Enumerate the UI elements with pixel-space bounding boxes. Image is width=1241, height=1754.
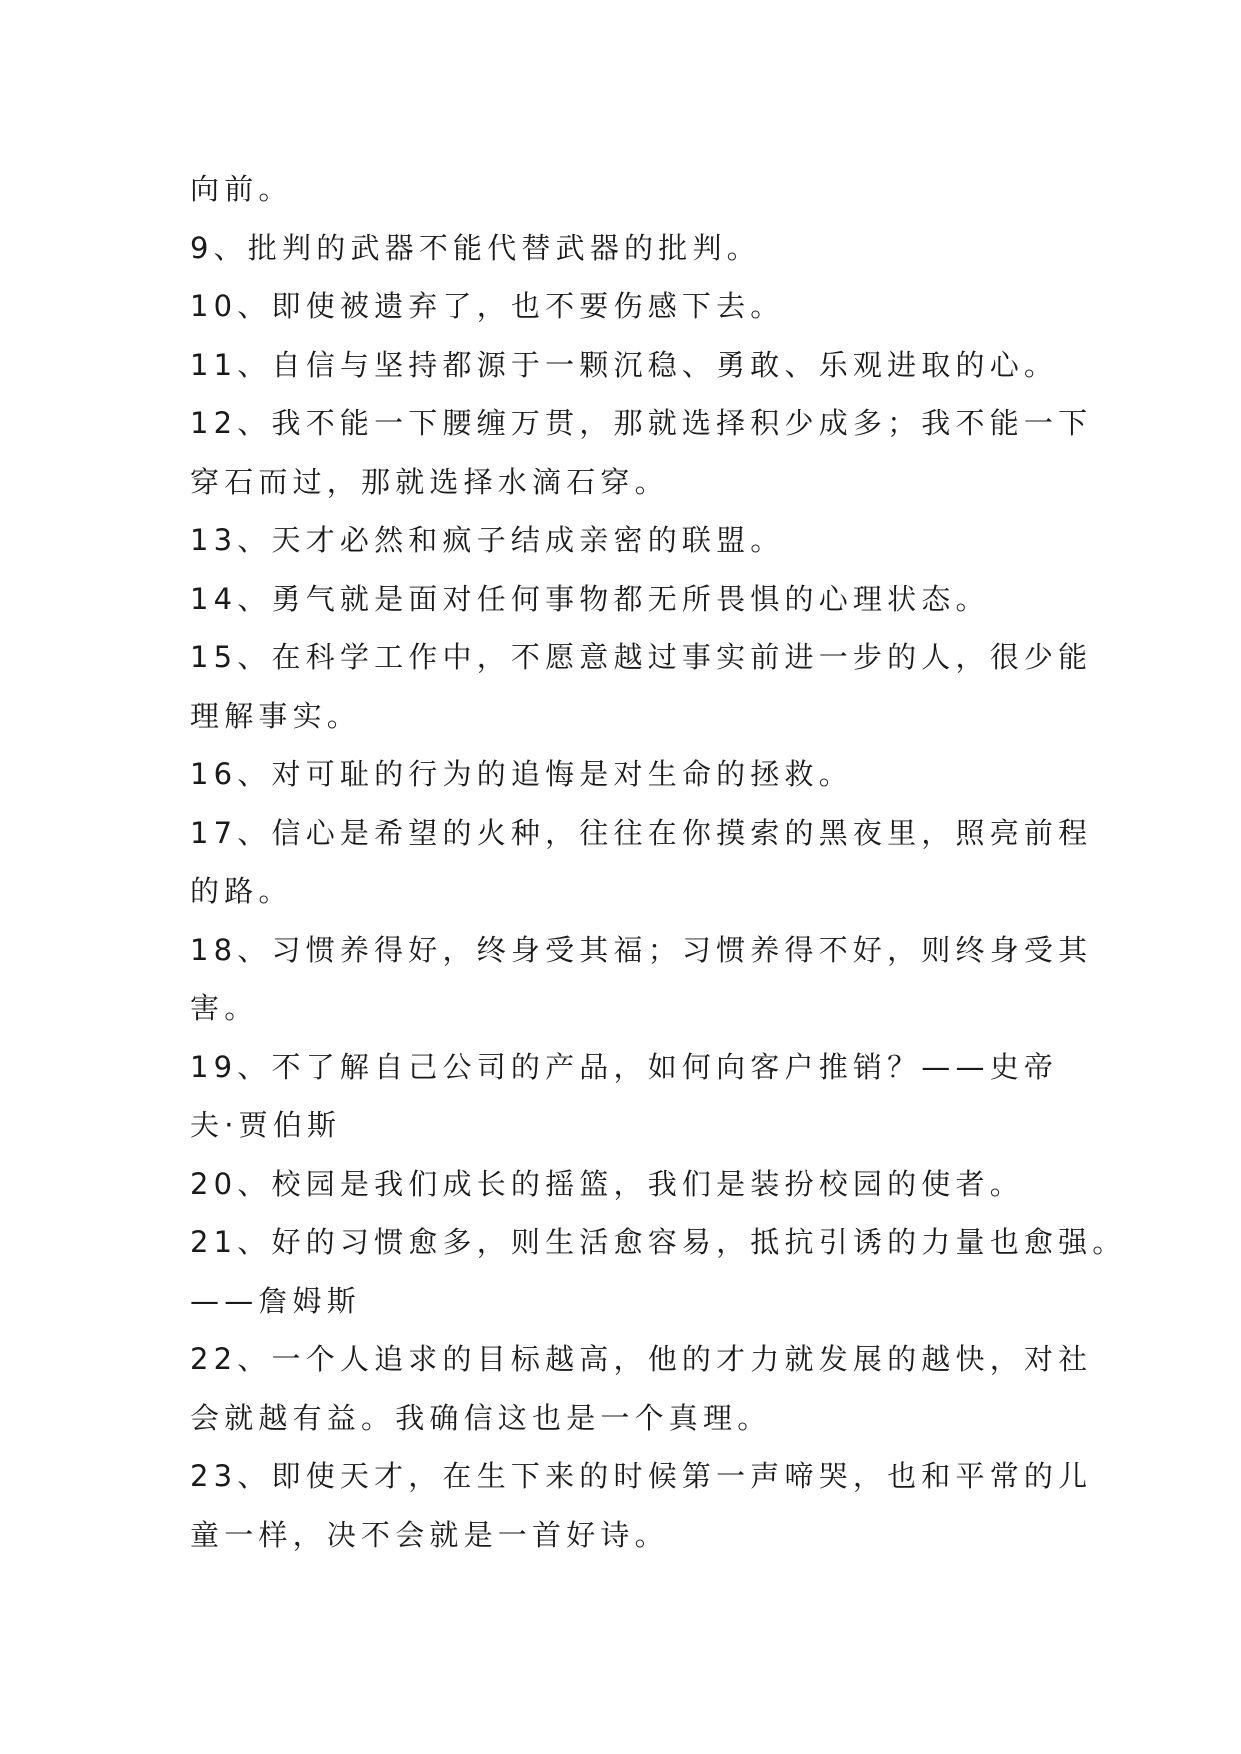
quote-item: 17、信心是希望的火种，往往在你摸索的黑夜里，照亮前程: [190, 815, 1093, 850]
text-line: 的路。: [190, 874, 293, 908]
text-line: 向前。: [190, 172, 293, 206]
text-line: 童一样，决不会就是一首好诗。: [190, 1517, 669, 1552]
quote-item: 9、批判的武器不能代替武器的批判。: [190, 230, 761, 265]
text-line: 夫·贾伯斯: [190, 1108, 342, 1142]
quote-item: 20、校园是我们成长的摇篮，我们是装扮校园的使者。: [190, 1166, 1024, 1201]
quote-item: 23、即使天才，在生下来的时候第一声啼哭，也和平常的儿: [190, 1459, 1093, 1493]
quote-item: 12、我不能一下腰缠万贯，那就选择积少成多；我不能一下: [190, 406, 1093, 440]
text-line: 穿石而过，那就选择水滴石穿。: [190, 464, 669, 499]
quote-list: [190, 160, 1127, 1564]
quote-item: 22、一个人追求的目标越高，他的才力就发展的越快，对社: [190, 1342, 1093, 1376]
quote-item: 13、天才必然和疯子结成亲密的联盟。: [190, 523, 785, 557]
quote-item: 16、对可耻的行为的追悔是对生命的拯救。: [190, 757, 853, 791]
quote-item: 21、好的习惯愈多，则生活愈容易，抵抗引诱的力量也愈强。: [190, 1225, 1127, 1259]
quote-item: 14、勇气就是面对任何事物都无所畏惧的心理状态。: [190, 581, 990, 616]
quote-item: 15、在科学工作中，不愿意越过事实前进一步的人，很少能: [190, 640, 1093, 674]
quote-item: 18、习惯养得好，终身受其福；习惯养得不好，则终身受其: [190, 932, 1093, 967]
text-line: 会就越有益。我确信这也是一个真理。: [190, 1400, 772, 1435]
quote-item: 10、即使被遗弃了，也不要伤感下去。: [190, 289, 785, 323]
quote-item: 19、不了解自己公司的产品，如何向客户推销？——史帝: [190, 1049, 1059, 1084]
text-line: 害。: [190, 991, 259, 1025]
text-line: ——詹姆斯: [190, 1283, 362, 1318]
text-line: 理解事实。: [190, 698, 362, 733]
quote-item: 11、自信与坚持都源于一颗沉稳、勇敢、乐观进取的心。: [190, 347, 1059, 382]
